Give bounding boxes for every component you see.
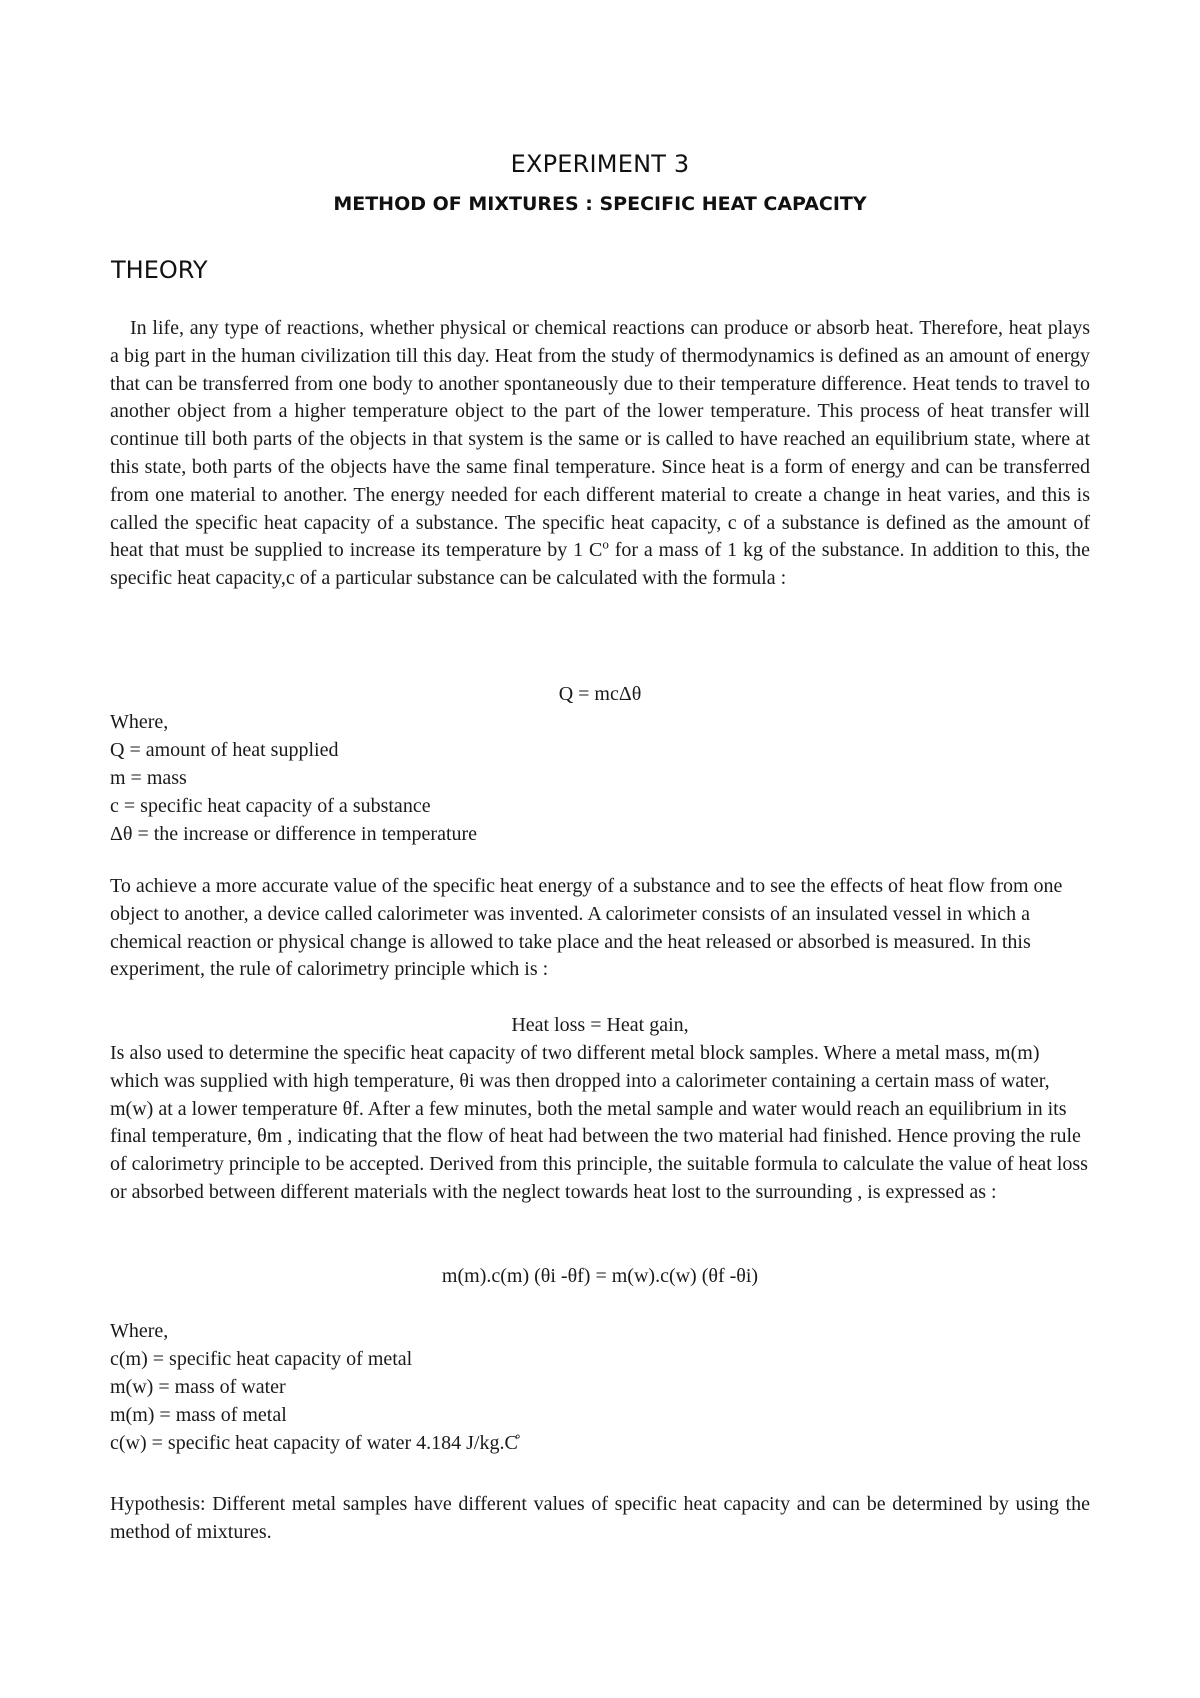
calorimetry-principle: Heat loss = Heat gain, bbox=[511, 1014, 689, 1036]
definition-m: m = mass bbox=[110, 767, 187, 789]
degree-symbol: o bbox=[602, 536, 609, 552]
where-label-2: Where, bbox=[110, 1320, 169, 1342]
experiment-title: METHOD OF MIXTURES : SPECIFIC HEAT CAPACITY bbox=[333, 193, 867, 215]
hypothesis: Hypothesis: Different metal samples have different values of specific heat capacity and can be determined by using the method of mixtures. bbox=[110, 1493, 1090, 1543]
water-capacity-text: c(w) = specific heat capacity of water 4.184 J/kg. bbox=[110, 1432, 505, 1454]
mixture-formula: m(m).c(m) (θi -θf) = m(w).c(w) (θf -θi) bbox=[441, 1265, 759, 1287]
definition-cm: c(m) = specific heat capacity of metal bbox=[110, 1348, 413, 1370]
celsius-unit: C̊ bbox=[504, 1432, 518, 1454]
intro-text-end: for a mass of 1 kg of the substance. In addition to this, the specific heat capacity,c of a particular substance can be calculated with the formula : bbox=[110, 539, 1090, 590]
definition-mw: m(w) = mass of water bbox=[110, 1376, 286, 1398]
theory-intro-paragraph bbox=[110, 315, 1090, 593]
definition-q: Q = amount of heat supplied bbox=[110, 739, 339, 761]
where-label: Where, bbox=[110, 711, 169, 733]
definition-cw bbox=[110, 1430, 518, 1458]
experiment-number: EXPERIMENT 3 bbox=[510, 150, 690, 178]
theory-heading: THEORY bbox=[111, 256, 208, 284]
definition-delta-theta: Δθ = the increase or difference in temperature bbox=[110, 823, 478, 845]
intro-text-start: In life, any type of reactions, whether physical or chemical reactions can produce or absorb heat. Therefore, heat plays a big part in the human civilization till this day. Heat from the study of thermodynamics is defined as an amount of energy that can be transferred from one body to another spontaneously due to their temperature difference. Heat tends to travel to another object from a higher temperature object to the part of the lower temperature. This process of heat transfer will continue till both parts of the objects in that system is the same or is called to have reached an equilibrium state, where at this state, both parts of the objects have the same final temperature. Since heat is a form of energy and can be transferred from one material to another. The energy needed for each different material to create a change in heat varies, and this is called the specific heat capacity of a substance. The specific heat capacity, c of a substance is defined as the amount of heat that must be supplied to increase its temperature by 1 C bbox=[110, 317, 1090, 562]
definition-c: c = specific heat capacity of a substance bbox=[110, 795, 431, 817]
calorimeter-paragraph: To achieve a more accurate value of the specific heat energy of a substance and to see the effects of heat flow from one object to another, a device called calorimeter was invented. A calorimeter consists of an insulated vessel in which a chemical reaction or physical change is allowed to take place and the heat released or absorbed is measured. In this experiment, the rule of calorimetry principle which is : bbox=[110, 875, 1063, 981]
heat-formula: Q = mcΔθ bbox=[558, 683, 642, 705]
principle-paragraph: Is also used to determine the specific heat capacity of two different metal block samples. Where a metal mass, m(m) which was supplied with high temperature, θi was then dropped into a calorimeter containing a certain mass of water, m(w) at a lower temperature θf. After a few minutes, both the metal sample and water would reach an equilibrium in its final temperature, θm , indicating that the flow of heat had between the two material had finished. Hence proving the rule of calorimetry principle to be accepted. Derived from this principle, the suitable formula to calculate the value of heat loss or absorbed between different materials with the neglect towards heat lost to the surrounding , is expressed as : bbox=[110, 1042, 1088, 1203]
definition-mm: m(m) = mass of metal bbox=[110, 1404, 287, 1426]
